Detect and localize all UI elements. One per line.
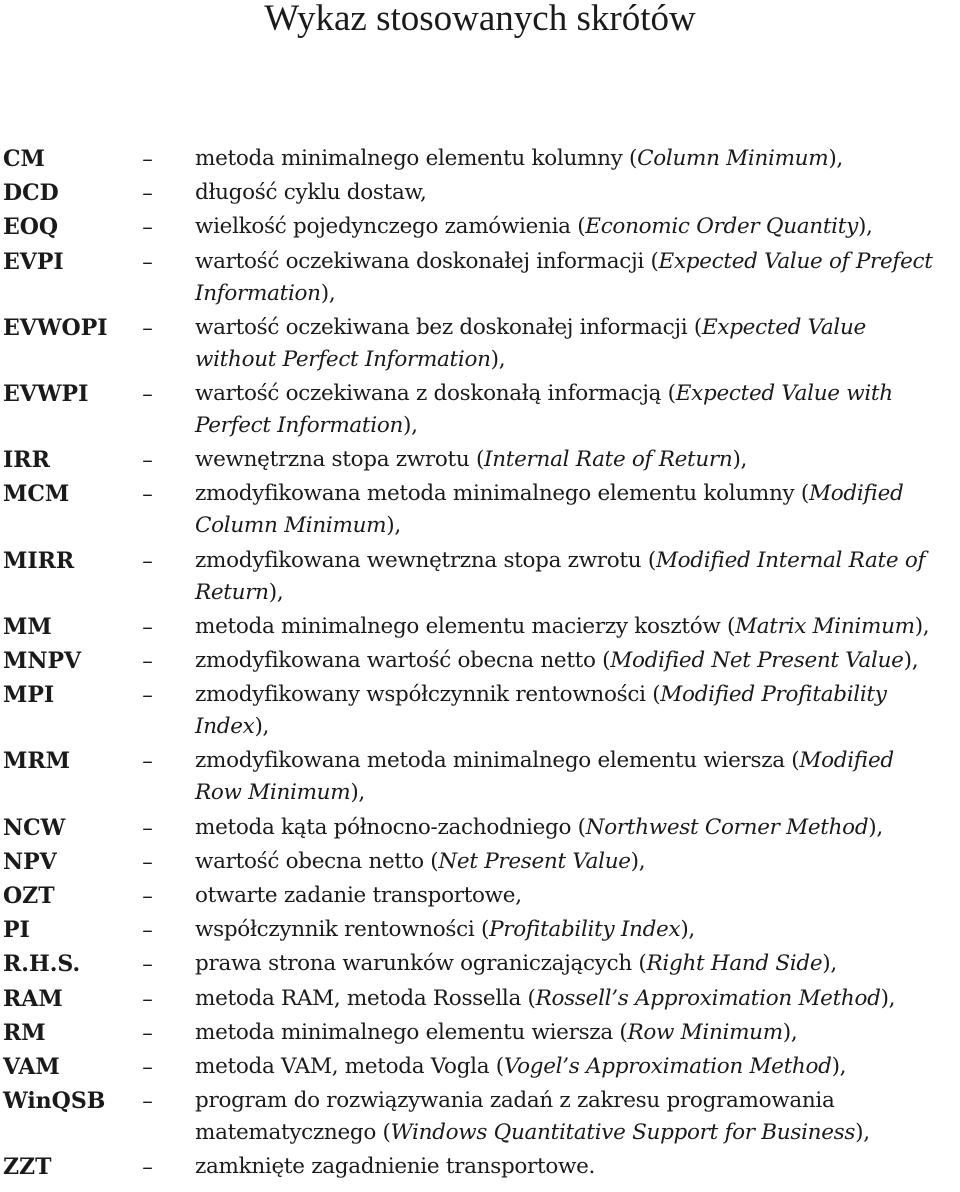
description-line (195, 1151, 960, 1183)
abbreviation-term: RAM (3, 985, 63, 1012)
english-term: Rossell’s Approximation Method (535, 985, 881, 1011)
description-line (195, 211, 960, 243)
abbreviation-description (195, 444, 960, 476)
description-text: zmodyfikowana wartość obecna netto ( (195, 648, 611, 673)
abbreviation-dash: – (142, 448, 153, 473)
abbreviation-description (195, 143, 960, 175)
description-text: metoda minimalnego elementu macierzy kosztów ( (195, 613, 736, 639)
abbreviation-term: RM (3, 1019, 46, 1046)
description-text: metoda minimalnego elementu kolumny ( (195, 146, 638, 171)
abbreviation-dash: – (142, 749, 153, 774)
abbreviation-dash: – (142, 249, 153, 274)
abbreviation-description (195, 177, 960, 209)
description-text: wartość oczekiwana doskonałej informacji ( (195, 248, 659, 274)
description-text: wartość oczekiwana bez doskonałej informacji ( (195, 314, 702, 340)
description-line (195, 1017, 960, 1049)
abbreviation-dash: – (142, 382, 153, 406)
description-text: otwarte zadanie transportowe, (195, 883, 522, 908)
abbreviation-dash: – (142, 918, 153, 943)
english-term: Internal Rate of Return (484, 447, 733, 473)
description-text: program do rozwiązywania zadań z zakresu programowania (195, 1088, 835, 1114)
description-text: metoda RAM, metoda Rossella ( (195, 985, 536, 1011)
english-term: without Perfect Information (195, 346, 491, 372)
description-text: metoda kąta północno-zachodniego ( (195, 814, 586, 840)
description-line (195, 1051, 960, 1083)
english-term: Expected Value with (675, 381, 893, 406)
description-line (195, 410, 960, 442)
description-line (195, 645, 960, 677)
description-line (195, 611, 960, 643)
description-line (195, 278, 960, 310)
description-line (195, 378, 960, 410)
description-text: ), (831, 1054, 847, 1079)
english-term: Right Hand Side (646, 951, 823, 977)
english-term: Expected Value (702, 314, 866, 340)
description-text: metoda minimalnego elementu wiersza ( (195, 1019, 628, 1045)
english-term: Modified Net Present Value (610, 648, 904, 673)
english-term: Net Present Value (438, 848, 631, 874)
description-text: matematycznego ( (195, 1120, 391, 1146)
abbreviation-dash: – (142, 1055, 153, 1079)
description-text: współczynnik rentowności ( (195, 917, 490, 943)
description-line (195, 246, 960, 278)
abbreviation-dash: – (142, 1155, 153, 1180)
english-term: Expected Value of Prefect (658, 248, 933, 274)
english-term: Economic Order Quantity (585, 214, 858, 240)
abbreviation-description (195, 812, 960, 844)
abbreviation-term: EOQ (3, 214, 59, 241)
abbreviation-dash: – (142, 986, 153, 1011)
description-line (195, 745, 960, 777)
page-title: Wykaz stosowanych skrótów (264, 0, 696, 39)
english-term: Column Minimum (195, 513, 387, 539)
english-term: Modified (799, 748, 894, 774)
abbreviation-term: VAM (3, 1054, 60, 1080)
description-line (195, 545, 960, 577)
english-term: Windows Quantitative Support for Business (390, 1120, 856, 1146)
abbreviation-term: OZT (3, 883, 55, 909)
description-text: wartość oczekiwana z doskonałą informacją ( (195, 381, 676, 406)
abbreviation-description (195, 312, 960, 376)
description-line (195, 143, 960, 175)
description-text: zmodyfikowana metoda minimalnego elementu wiersza ( (195, 748, 800, 774)
english-term: Modified Internal Rate of (655, 547, 926, 573)
description-line (195, 1085, 960, 1117)
abbreviation-term: MPI (3, 682, 55, 709)
description-text: ), (828, 146, 843, 171)
english-term: Northwest Corner Method (585, 814, 869, 840)
description-text: ), (254, 714, 270, 740)
description-text: ), (680, 917, 695, 943)
abbreviation-description (195, 545, 960, 609)
description-text: ), (403, 413, 418, 438)
abbreviation-term: MRM (3, 748, 70, 775)
description-text: zmodyfikowany współczynnik rentowności ( (195, 682, 661, 708)
description-text: ), (822, 951, 837, 977)
description-text: długość cyklu dostaw, (195, 180, 427, 206)
english-term: Row Minimum (627, 1019, 783, 1045)
description-text: ), (350, 780, 365, 806)
description-text: zmodyfikowana metoda minimalnego elementu kolumny ( (195, 481, 809, 507)
english-term: Modified Profitability (660, 682, 887, 708)
abbreviation-term: MM (3, 613, 52, 640)
abbreviation-dash: – (142, 884, 153, 908)
abbreviation-description (195, 1051, 960, 1083)
abbreviation-term: MCM (3, 481, 70, 508)
description-line (195, 846, 960, 878)
english-term: Vogel’s Approximation Method (503, 1054, 832, 1079)
description-line (195, 1117, 960, 1149)
description-text: ), (782, 1019, 798, 1045)
abbreviation-description (195, 211, 960, 243)
description-line (195, 344, 960, 376)
description-line (195, 679, 960, 711)
description-text: ), (903, 648, 919, 673)
english-term: Information (195, 280, 321, 306)
abbreviation-term: WinQSB (3, 1088, 106, 1115)
description-text: prawa strona warunków ograniczających ( (195, 951, 647, 977)
abbreviation-description (195, 246, 960, 310)
description-line (195, 444, 960, 476)
abbreviation-description (195, 611, 960, 643)
abbreviation-dash: – (142, 1089, 153, 1114)
abbreviation-description (195, 1085, 960, 1149)
english-term: Row Minimum (195, 780, 351, 806)
description-text: metoda VAM, metoda Vogla ( (195, 1054, 504, 1079)
english-term: Index (195, 714, 255, 740)
description-line (195, 577, 960, 609)
description-text: zmodyfikowana wewnętrzna stopa zwrotu ( (195, 547, 656, 573)
abbreviation-dash: – (142, 649, 153, 673)
abbreviation-description (195, 1017, 960, 1049)
abbreviation-dash: – (142, 815, 153, 840)
description-text: zamknięte zagadnienie transportowe. (195, 1154, 596, 1180)
abbreviation-dash: – (142, 548, 153, 573)
abbreviation-term: IRR (3, 447, 50, 474)
abbreviation-description (195, 378, 960, 442)
description-line (195, 948, 960, 980)
abbreviation-dash: – (142, 215, 153, 240)
abbreviation-description (195, 645, 960, 677)
description-text: ), (732, 447, 748, 473)
abbreviation-term: MNPV (3, 648, 82, 674)
description-text: ), (880, 985, 896, 1011)
abbreviation-dash: – (142, 482, 153, 507)
abbreviation-dash: – (142, 614, 153, 639)
description-text: ), (630, 848, 646, 874)
english-term: Return (195, 579, 269, 605)
description-line (195, 478, 960, 510)
abbreviation-description (195, 983, 960, 1015)
abbreviation-term: R.H.S. (3, 951, 81, 978)
description-line (195, 711, 960, 743)
abbreviation-description (195, 914, 960, 946)
description-text: ), (857, 214, 873, 240)
abbreviation-description (195, 478, 960, 542)
description-line (195, 914, 960, 946)
description-text: ), (855, 1120, 870, 1146)
description-text: ), (490, 346, 506, 372)
description-text: ), (320, 280, 336, 306)
description-text: ), (914, 613, 930, 639)
abbreviation-dash: – (142, 181, 153, 206)
description-text: ), (268, 579, 284, 605)
abbreviation-term: PI (3, 917, 30, 944)
abbreviation-term: CM (3, 146, 45, 172)
abbreviation-dash: – (142, 1020, 153, 1045)
description-text: wielkość pojedynczego zamówienia ( (195, 214, 586, 240)
abbreviation-description (195, 846, 960, 878)
english-term: Modified (809, 481, 904, 507)
abbreviation-dash: – (142, 147, 153, 171)
abbreviation-term: ZZT (3, 1154, 52, 1181)
abbreviation-dash: – (142, 849, 153, 874)
abbreviation-term: NPV (3, 848, 57, 875)
abbreviation-term: EVWOPI (3, 314, 108, 341)
english-term: Profitability Index (489, 917, 681, 943)
english-term: Matrix Minimum (735, 613, 915, 639)
description-line (195, 777, 960, 809)
abbreviation-dash: – (142, 315, 153, 340)
description-text: ), (386, 513, 401, 539)
english-term: Column Minimum (637, 146, 829, 171)
abbreviation-description (195, 679, 960, 743)
abbreviation-term: MIRR (3, 547, 75, 574)
abbreviation-dash: – (142, 952, 153, 977)
abbreviation-term: NCW (3, 814, 66, 841)
description-text: ), (868, 814, 883, 840)
english-term: Perfect Information (195, 413, 404, 438)
description-line (195, 983, 960, 1015)
description-line (195, 177, 960, 209)
abbreviation-description (195, 880, 960, 912)
abbreviation-description (195, 1151, 960, 1183)
description-text: wewnętrzna stopa zwrotu ( (195, 447, 485, 473)
abbreviation-term: DCD (3, 180, 59, 207)
abbreviation-term: EVWPI (3, 381, 89, 407)
abbreviation-dash: – (142, 683, 153, 708)
description-line (195, 312, 960, 344)
description-line (195, 812, 960, 844)
abbreviation-term: EVPI (3, 248, 64, 275)
description-line (195, 510, 960, 542)
description-line (195, 880, 960, 912)
description-text: wartość obecna netto ( (195, 848, 439, 874)
abbreviation-description (195, 948, 960, 980)
abbreviation-description (195, 745, 960, 809)
